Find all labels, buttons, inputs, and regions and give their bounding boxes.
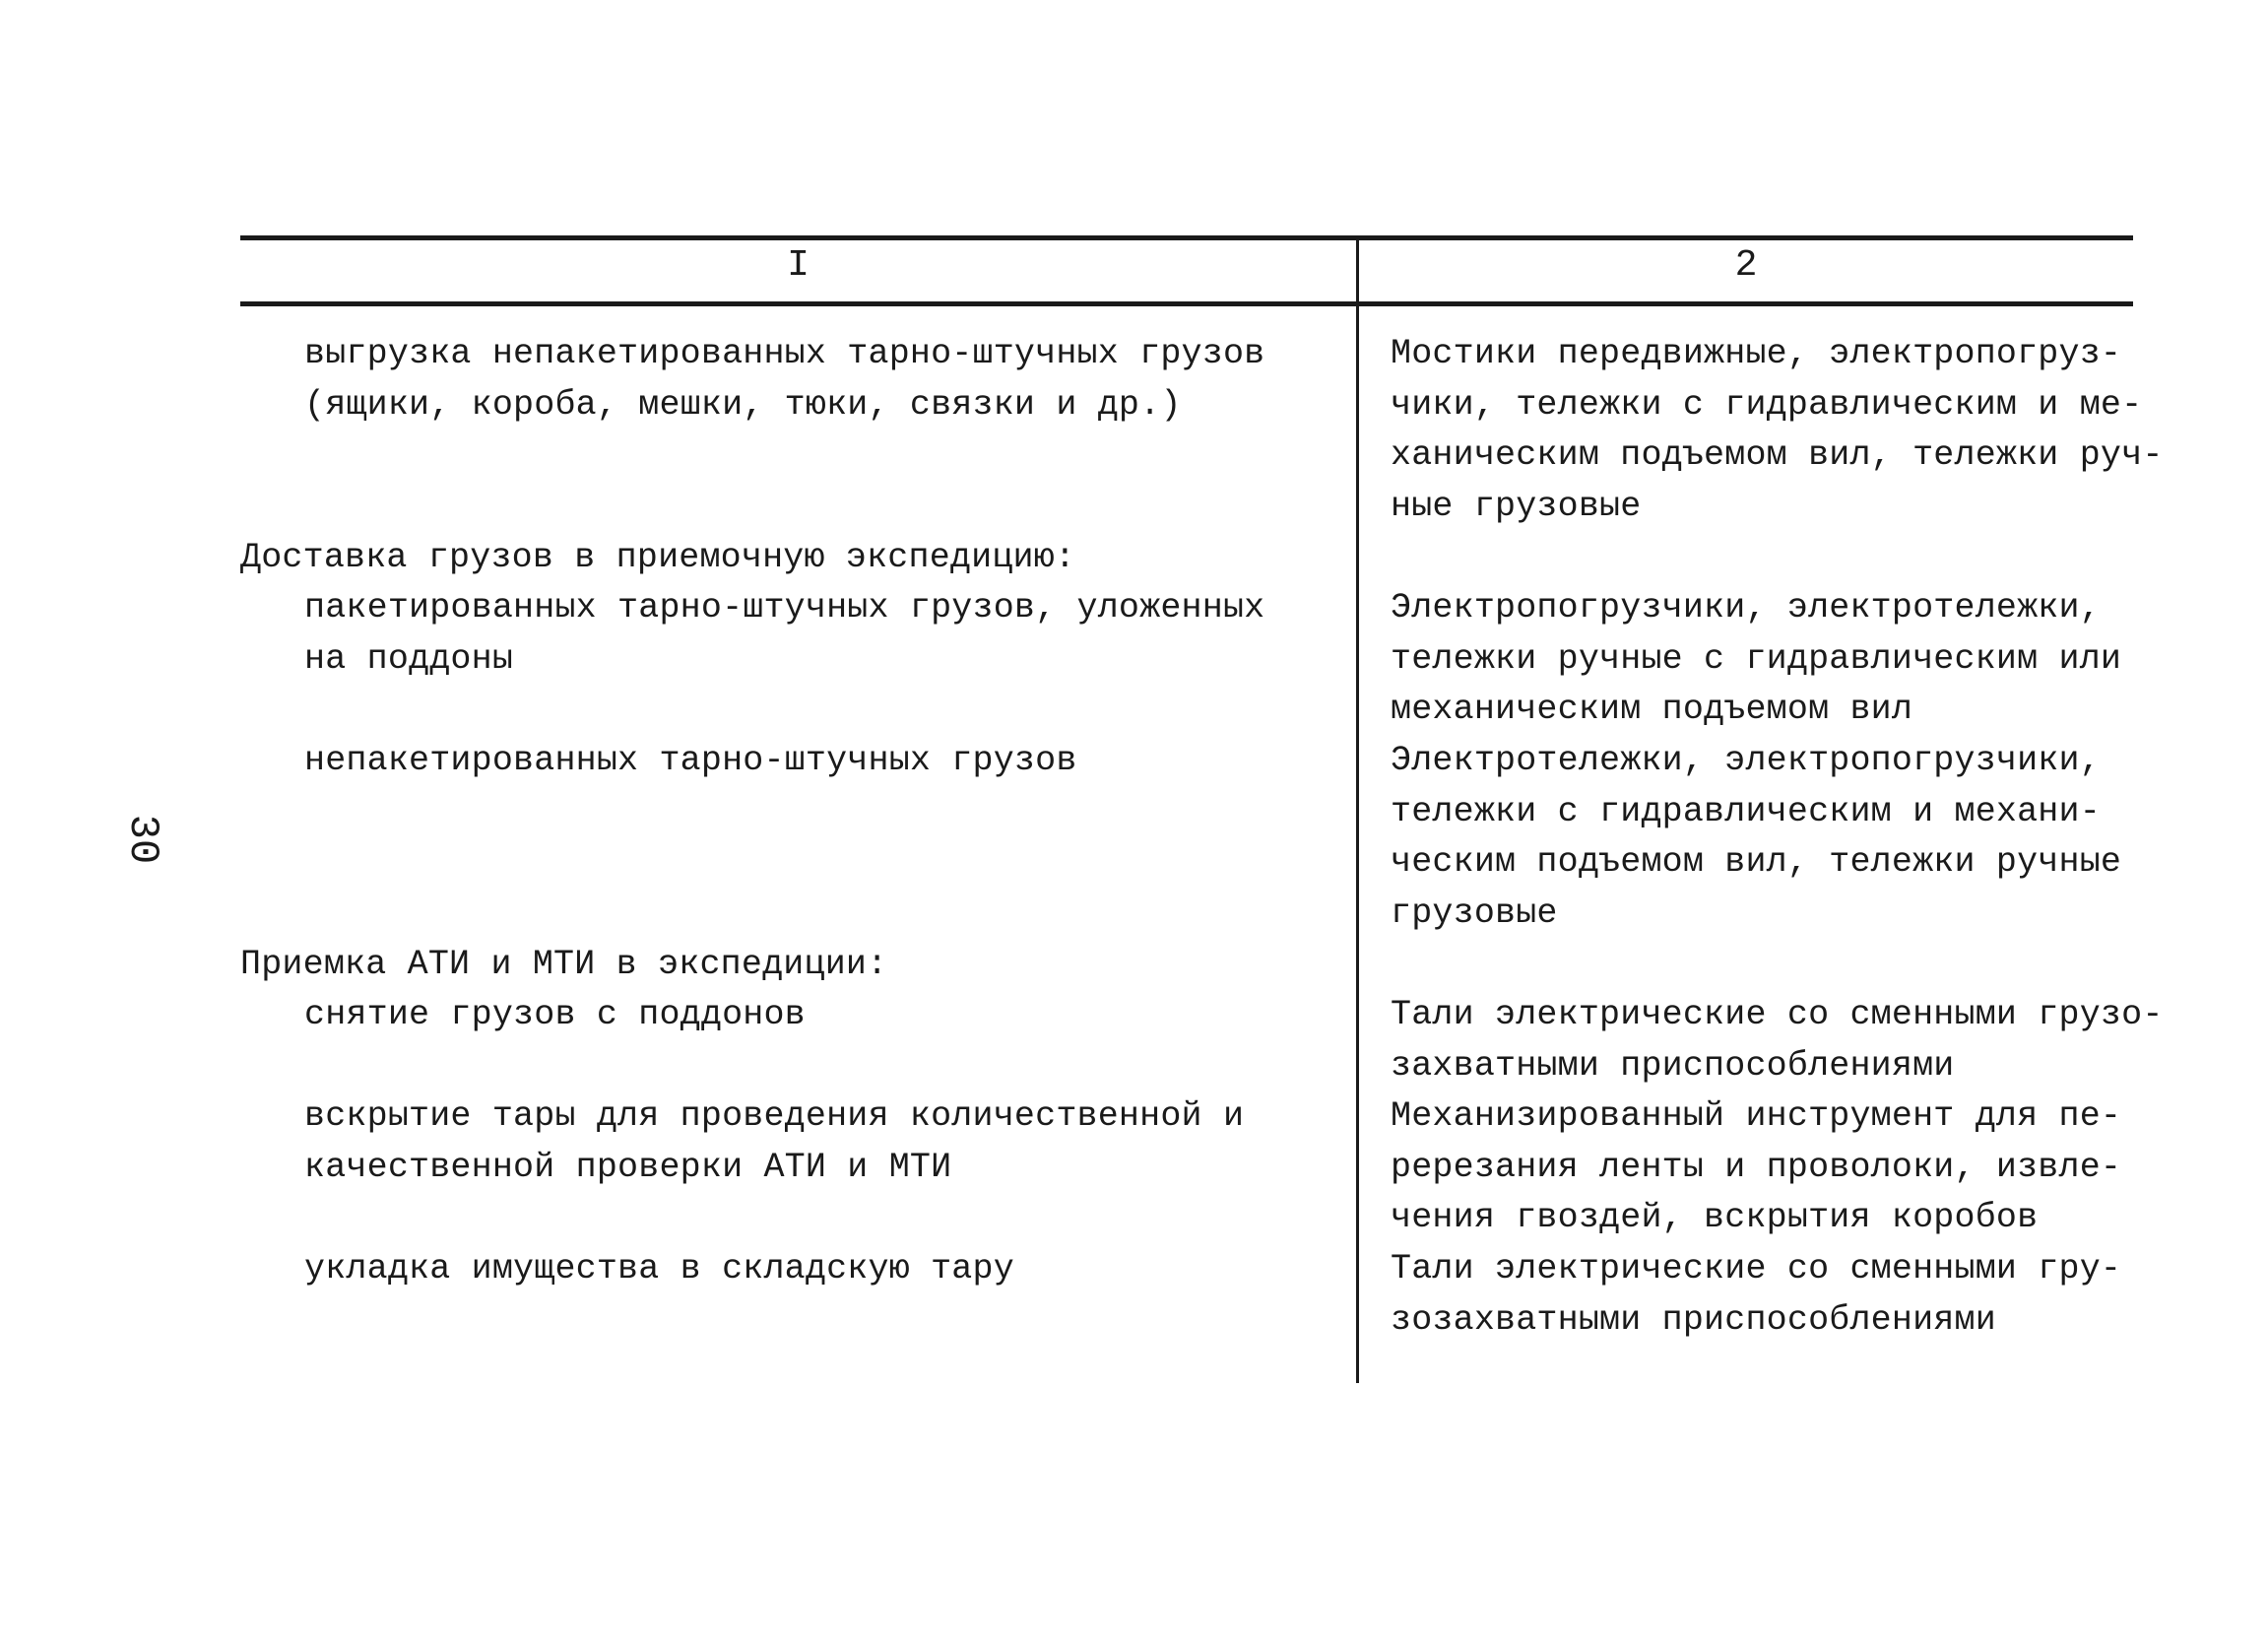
section-heading: Доставка грузов в приемочную экспедицию:: [240, 538, 1076, 577]
section-heading: Приемка АТИ и МТИ в экспедиции:: [240, 945, 888, 984]
table-cell-col2: Мостики передвижные, электропогруз- чики, тележки с гидравлическим и ме- ханическим подъемом вил, тележки руч- ные грузовые: [1391, 334, 2164, 526]
column-header-2: 2: [1734, 244, 1758, 287]
table-cell-col2: Тали электрические со сменными грузо- захватными приспособлениями: [1391, 995, 2164, 1086]
table-cell-col2: Механизированный инструмент для пе- ререзания ленты и проволоки, извле- чения гвоздей, вскрытия коробов: [1391, 1096, 2122, 1237]
column-header-1: I: [787, 244, 810, 287]
table-cell-col2: Электропогрузчики, электротележки, тележки ручные с гидравлическим или механическим подъемом вил: [1391, 588, 2122, 729]
table-cell-col1: укладка имущества в складскую тару: [304, 1249, 1014, 1289]
table-cell-col2: Тали электрические со сменными гру- зозахватными приспособлениями: [1391, 1249, 2122, 1340]
table-cell-col1: снятие грузов с поддонов: [304, 995, 806, 1034]
table-cell-col2: Электротележки, электропогрузчики, тележки с гидравлическим и механи- ческим подъемом вил, тележки ручные грузовые: [1391, 741, 2122, 933]
table-cell-col1: пакетированных тарно-штучных грузов, уложенных на поддоны: [304, 588, 1265, 679]
table-top-rule: [240, 235, 2133, 240]
table-cell-col1: выгрузка непакетированных тарно-штучных грузов (ящики, короба, мешки, тюки, связки и др.): [304, 334, 1265, 425]
table-cell-col1: вскрытие тары для проведения количественной и качественной проверки АТИ и МТИ: [304, 1096, 1245, 1187]
table-header-rule: [240, 301, 2133, 306]
page-number: 30: [119, 814, 167, 865]
column-divider: [1356, 240, 1359, 1383]
table-cell-col1: непакетированных тарно-штучных грузов: [304, 741, 1077, 780]
